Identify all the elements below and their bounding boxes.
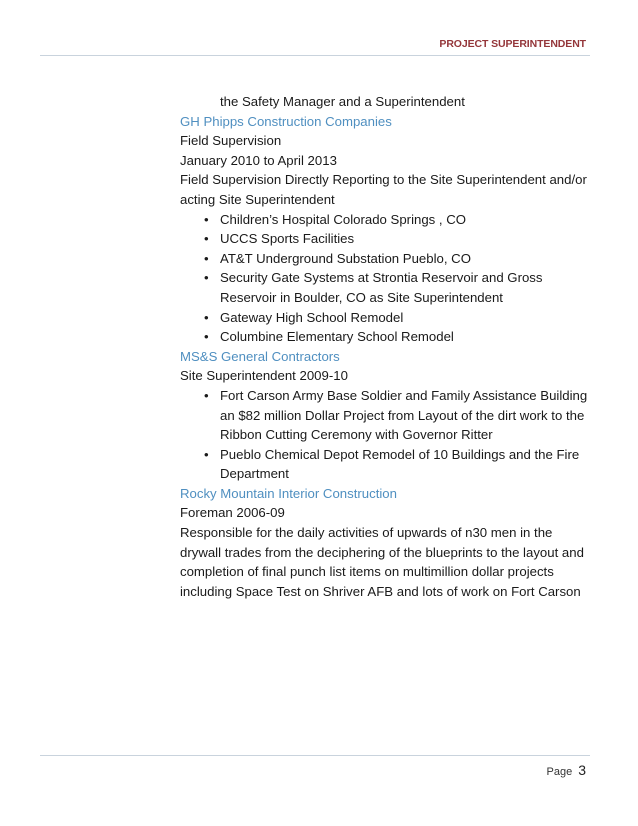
job-title: Foreman 2006-09 <box>180 505 285 521</box>
company-name: GH Phipps Construction Companies <box>180 113 392 129</box>
project-item: • Columbine Elementary School Remodel <box>180 327 590 347</box>
company-name: MS&S General Contractors <box>180 348 340 364</box>
job-dates: January 2010 to April 2013 <box>180 152 337 168</box>
project-item: • Pueblo Chemical Depot Remodel of 10 Buildings and the Fire Department <box>180 445 590 484</box>
document-header: PROJECT SUPERINTENDENT <box>439 38 586 50</box>
project-item: • AT&T Underground Substation Pueblo, CO <box>180 249 590 269</box>
footer-divider <box>40 755 590 756</box>
job-title: Field Supervision <box>180 133 282 149</box>
page-number: 3 <box>578 762 586 778</box>
project-item: • UCCS Sports Facilities <box>180 229 590 249</box>
page-footer <box>547 762 587 778</box>
job-description: Field Supervision Directly Reporting to the Site Superintendent and/or acting Site Superintendent <box>180 172 587 207</box>
header-divider <box>40 55 590 56</box>
project-item: • Fort Carson Army Base Soldier and Family Assistance Building an $82 million Dollar Project from Layout of the dirt work to the Ribbon Cutting Ceremony with Governor Ritter <box>180 386 590 445</box>
project-item: • Gateway High School Remodel <box>180 308 590 328</box>
company-name: Rocky Mountain Interior Construction <box>180 485 397 501</box>
project-list <box>180 386 590 484</box>
job-title: Site Superintendent 2009-10 <box>180 368 348 384</box>
project-list <box>180 210 590 347</box>
intro-line: the Safety Manager and a Superintendent <box>220 94 465 109</box>
job-description: Responsible for the daily activities of upwards of n30 men in the drywall trades from the deciphering of the blueprints to the layout and completion of final punch list items on multimillion dollar projects including Space Test on Shriver AFB and lots of work on Fort Carson <box>180 525 584 599</box>
project-item: • Security Gate Systems at Strontia Reservoir and Gross Reservoir in Boulder, CO as Site Superintendent <box>180 268 590 307</box>
page-label: Page <box>546 766 573 778</box>
project-item: • Children’s Hospital Colorado Springs , CO <box>180 210 590 230</box>
page-content <box>180 92 590 601</box>
